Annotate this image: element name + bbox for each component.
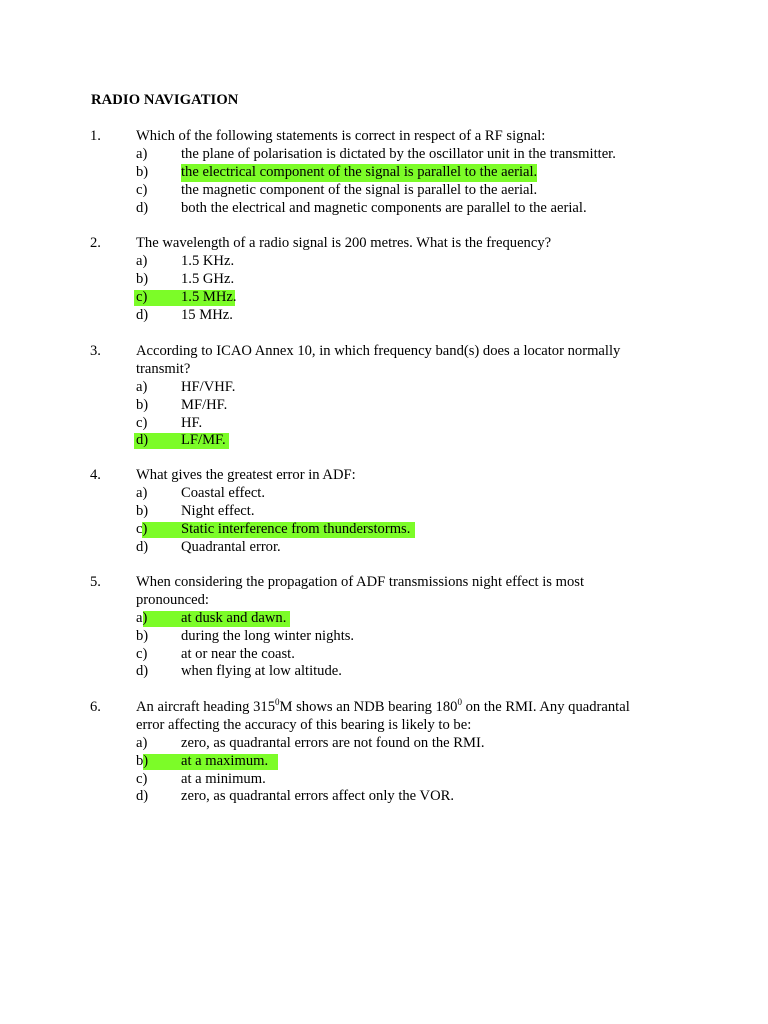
option-b: [0, 397, 768, 415]
option-text: the magnetic component of the signal is parallel to the aerial.: [181, 181, 538, 198]
option-label: b): [136, 627, 149, 644]
question-5: [0, 574, 768, 681]
option-text: MF/HF.: [181, 396, 228, 413]
option-label: d): [136, 663, 149, 680]
option-text: 15 MHz.: [181, 306, 233, 323]
option-d: [0, 663, 768, 681]
question-number: 5.: [90, 574, 101, 590]
option-b-correct: [0, 753, 768, 771]
option-label: b): [136, 396, 149, 413]
option-label: c): [136, 181, 148, 198]
option-text: HF.: [181, 414, 203, 431]
question-stem: An aircraft heading $315^0M$ shows an NDB bearing $180^0$ on the RMI. Any quadrantal: [136, 697, 630, 715]
question-number: 4.: [90, 467, 101, 483]
option-text: Night effect.: [181, 502, 255, 519]
question-4: [0, 467, 768, 556]
option-c: [0, 415, 768, 433]
option-label: a): [136, 145, 148, 162]
option-label: a): [136, 734, 148, 751]
option-text: [181, 289, 237, 307]
option-text: [181, 521, 410, 539]
option-text: HF/VHF.: [181, 378, 236, 395]
question-stem: When considering the propagation of ADF transmissions night effect is most: [136, 574, 585, 590]
option-text-suffix: .: [232, 288, 237, 305]
option-text: the plane of polarisation is dictated by the oscillator unit in the transmitter.: [181, 145, 616, 162]
option-text-suffix: .: [406, 520, 411, 537]
option-c: [0, 646, 768, 664]
question-stem-continued: error affecting the accuracy of this bearing is likely to be:: [136, 716, 472, 733]
option-a: [0, 485, 768, 503]
option-b-correct: [0, 164, 768, 182]
question-stem-continued: transmit?: [136, 360, 191, 377]
option-text-highlighted: the electrical component of the signal is parallel to the aerial.: [181, 163, 538, 180]
option-b: [0, 271, 768, 289]
option-text-highlighted: 1.5 MHz: [181, 288, 233, 305]
option-text: when flying at low altitude.: [181, 663, 342, 680]
degree-superscript: 0: [275, 697, 280, 707]
option-text-highlighted: at a maximum.: [181, 752, 269, 769]
option-text: zero, as quadrantal errors affect only the VOR.: [181, 788, 454, 805]
option-label: c): [136, 414, 148, 431]
option-d: [0, 788, 768, 806]
option-c-correct: [0, 521, 768, 539]
question-2: [0, 235, 768, 324]
option-text: 1.5 KHz.: [181, 252, 235, 269]
option-text: at or near the coast.: [181, 645, 295, 662]
option-a: [0, 253, 768, 271]
option-a: [0, 379, 768, 397]
option-a: [0, 735, 768, 753]
option-label: a): [136, 609, 148, 626]
question-3: [0, 343, 768, 450]
option-label: c): [136, 288, 148, 305]
option-label: d): [136, 538, 149, 555]
option-label: b): [136, 752, 149, 769]
option-label: a): [136, 484, 148, 501]
option-b: [0, 628, 768, 646]
question-stem: Which of the following statements is correct in respect of a RF signal:: [136, 128, 546, 144]
question-1: [0, 128, 768, 217]
option-label: d): [136, 788, 149, 805]
option-label: d): [136, 306, 149, 323]
question-stem-continued: pronounced:: [136, 591, 209, 608]
question-stem: According to ICAO Annex 10, in which frequency band(s) does a locator normally: [136, 343, 621, 359]
option-c: [0, 182, 768, 200]
option-c-correct: [0, 289, 768, 307]
option-d: [0, 307, 768, 325]
option-label: b): [136, 163, 149, 180]
page-title: RADIO NAVIGATION: [91, 92, 239, 108]
option-label: c): [136, 645, 148, 662]
option-text: at a minimum.: [181, 770, 266, 787]
option-text: during the long winter nights.: [181, 627, 355, 644]
question-number: 3.: [90, 343, 101, 359]
option-d: [0, 200, 768, 218]
question-number: 6.: [90, 699, 101, 715]
option-label: c): [136, 520, 148, 537]
option-text-highlighted: at dusk and dawn.: [181, 609, 287, 626]
option-d: [0, 539, 768, 557]
option-b: [0, 503, 768, 521]
question-stem: What gives the greatest error in ADF:: [136, 467, 356, 483]
option-text: both the electrical and magnetic components are parallel to the aerial.: [181, 199, 587, 216]
option-label: d): [136, 432, 149, 449]
option-text: 1.5 GHz.: [181, 270, 235, 287]
option-a-correct: [0, 610, 768, 628]
option-text-highlighted: LF/MF.: [181, 432, 226, 449]
option-label: b): [136, 502, 149, 519]
option-c: [0, 771, 768, 789]
option-text: Coastal effect.: [181, 484, 266, 501]
option-text: Quadrantal error.: [181, 538, 281, 555]
question-number: 1.: [90, 128, 101, 144]
option-label: a): [136, 378, 148, 395]
option-d-correct: [0, 432, 768, 450]
option-text-highlighted: Static interference from thunderstorms: [181, 520, 407, 537]
question-6: [0, 699, 768, 806]
question-stem: The wavelength of a radio signal is 200 metres. What is the frequency?: [136, 235, 552, 251]
option-label: b): [136, 270, 149, 287]
option-label: a): [136, 252, 148, 269]
question-number: 2.: [90, 235, 101, 251]
option-label: c): [136, 770, 148, 787]
option-text: zero, as quadrantal errors are not found on the RMI.: [181, 734, 485, 751]
option-a: [0, 146, 768, 164]
degree-superscript: 0: [457, 697, 462, 707]
option-label: d): [136, 199, 149, 216]
